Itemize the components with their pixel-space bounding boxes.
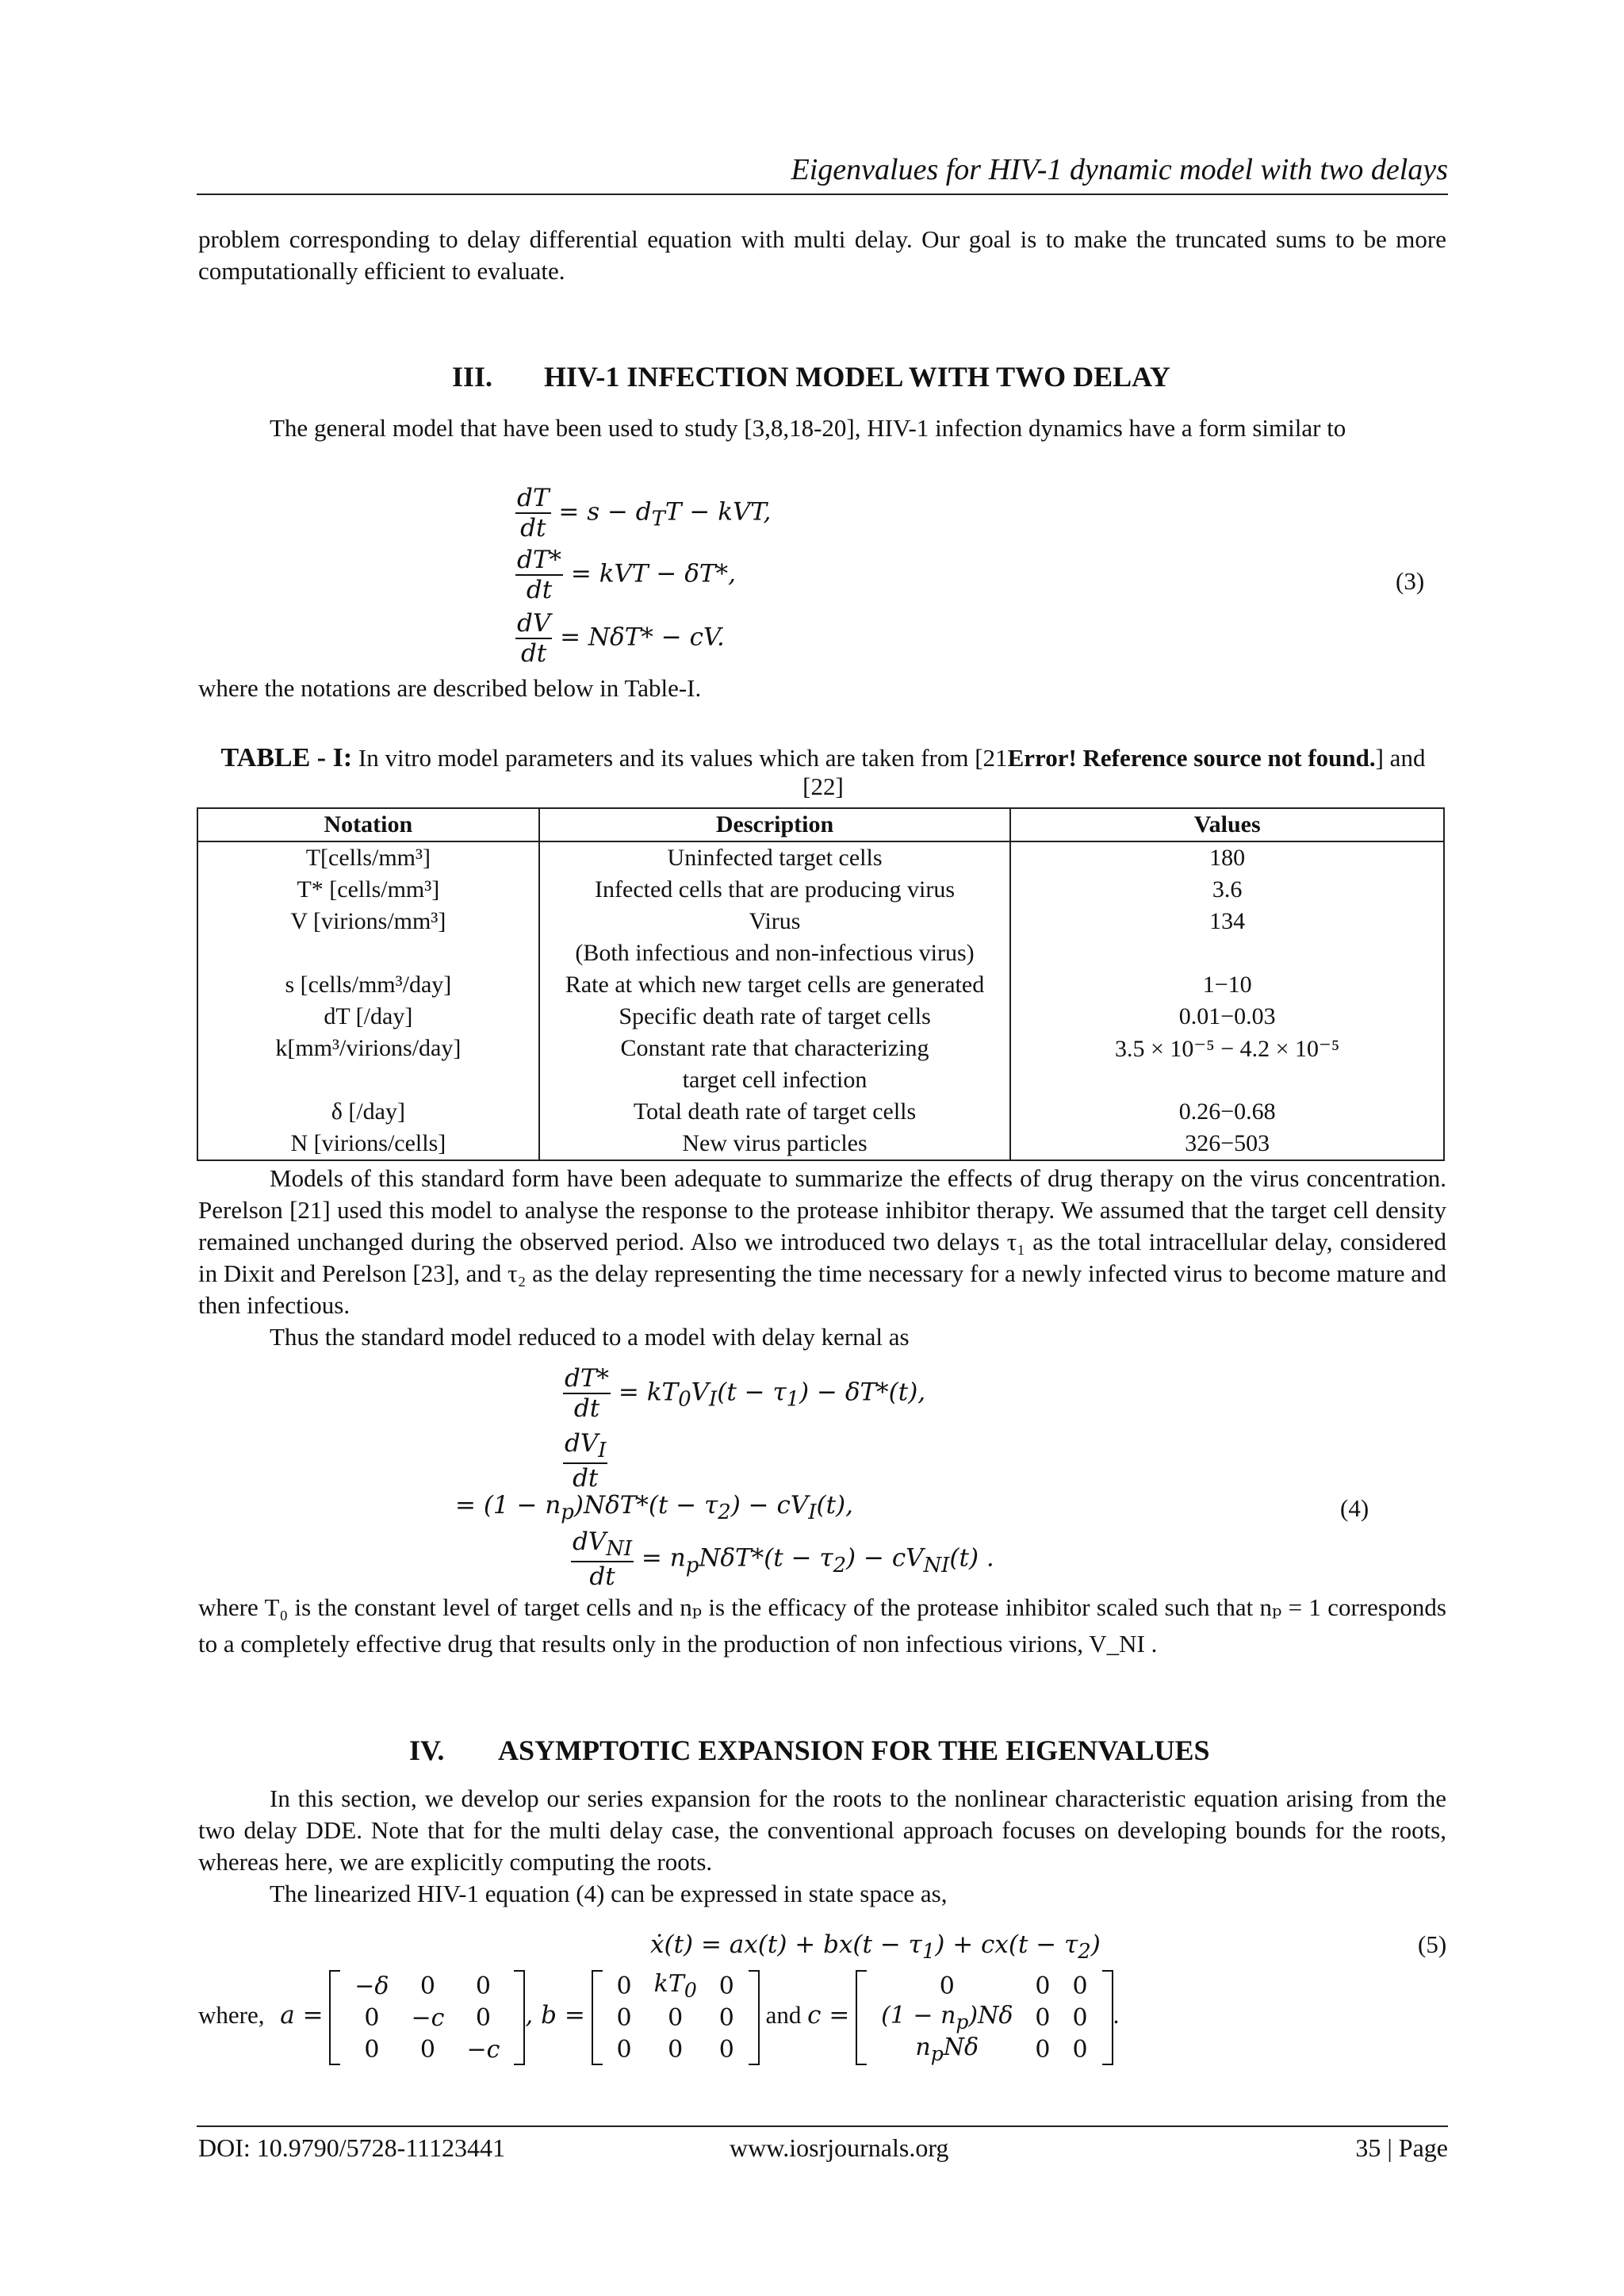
section4-number: IV. [409, 1734, 445, 1766]
eq5-line: ẋ(t) = $ax(t) + bx(t - \tau_1) + cx(t - \tau_2)$ [650, 1930, 1101, 1964]
table1-caption-tail: ] and [22] [802, 744, 1426, 800]
cell-notation: N [virions/cells] [197, 1128, 539, 1160]
eq4-number: (4) [1340, 1494, 1369, 1522]
eq4-line3: = $(1 - n_p)N\delta T*(t - \tau_2) - cV_I(t)$, [455, 1491, 853, 1525]
matrix-a: −δ 0 0 0 −c 0 0 0 −c [329, 1970, 525, 2065]
after-table-para3: where T₀ is the constant level of target cells and nₚ is the efficacy of the protease inhibitor scaled such that nₚ = 1 corresponds to a completely effective drug that results only in the production of non infectious virions, V_NI . [198, 1593, 1446, 1658]
table-row [197, 874, 1444, 906]
table-row [197, 906, 1444, 937]
cell-value: 3.6 [1010, 874, 1444, 906]
cell-description: (Both infectious and non-infectious virus) [539, 937, 1011, 969]
cell-description: Virus [539, 906, 1011, 937]
table1-caption-text: In vitro model parameters and its values which are taken from [21 [352, 744, 1008, 772]
cell-value: 0.26−0.68 [1010, 1096, 1444, 1128]
section3-title: HIV-1 INFECTION MODEL WITH TWO DELAY [544, 361, 1170, 393]
matrix-c: 0 0 0 $(1 - n_p)N\delta$ 0 0 $n_pN\delta$ 0 0 [856, 1970, 1113, 2065]
section4-para2: The linearized HIV-1 equation (4) can be expressed in state space as, [270, 1880, 948, 1907]
table-row [197, 1064, 1444, 1096]
and-label: and [765, 2001, 802, 2030]
after-table-para1: Models of this standard form have been adequate to summarize the effects of drug therapy on the virus concentration. Perelson [21] used this model to analyse the response to the protease inhibitor therapy. We assumed that the target cell density remained unchanged during the observed period. Also we introduced two delays τ₁ as the total intracellular delay, considered in Dixit and Perelson [23], and τ₂ as the delay representing the time necessary for a newly infected virus to become mature and then infectious. [198, 1164, 1446, 1319]
cell-value [1010, 937, 1444, 969]
eq3-line1: $\frac{dT}{dt}$ = $s - d_TT$ − kVT, [517, 484, 772, 542]
table-row [197, 1096, 1444, 1128]
eq3-line3: $\frac{dV}{dt}$ = NδT* − cV. [517, 609, 725, 668]
table1-caption-error: Error! Reference source not found. [1007, 744, 1376, 772]
table-header-row [197, 808, 1444, 841]
cell-description: Specific death rate of target cells [539, 1001, 1011, 1033]
cell-value: 1−10 [1010, 969, 1444, 1001]
section4-title: ASYMPTOTIC EXPANSION FOR THE EIGENVALUES [498, 1734, 1210, 1766]
matrix-b: 0 $kT_0$ 0 0 0 0 0 0 0 [592, 1970, 760, 2065]
table-row [197, 841, 1444, 874]
table-row [197, 1001, 1444, 1033]
section4-para1: In this section, we develop our series expansion for the roots to the nonlinear characteristic equation arising from the two delay DDE. Note that for the multi delay case, the conventional approach focuses on developing bounds for the roots, whereas here, we are explicitly computing the roots. [198, 1784, 1446, 1876]
matrix-a-label: a = [280, 2001, 324, 2030]
cell-value: 3.5 × 10⁻⁵ − 4.2 × 10⁻⁵ [1010, 1033, 1444, 1064]
eq4-line4: $\frac{dV_{NI}}{dt}$ = $n_pN\delta T*(t - \tau_2) - cV_{NI}(t)$ . [573, 1527, 994, 1592]
table-row [197, 969, 1444, 1001]
cell-notation: s [cells/mm³/day] [197, 969, 539, 1001]
section3-paragraph [198, 412, 1446, 444]
footer-doi: DOI: 10.9790/5728-11123441 [198, 2133, 505, 2162]
header-values: Values [1010, 808, 1444, 841]
matrix-definitions: where, a = −δ 0 0 0 −c 0 0 0 −c , b = 0 $kT_0$ 0 0 0 0 0 0 0 and c = 0 0 0 $(1 - n_p)N\delta$ 0 0 $n_pN\delta$ 0 0 . [198, 1970, 1120, 2065]
section4-paragraphs [198, 1783, 1446, 1910]
table-row [197, 937, 1444, 969]
header-rule [197, 194, 1448, 195]
running-title: Eigenvalues for HIV-1 dynamic model with two delays [791, 153, 1448, 186]
cell-value: 0.01−0.03 [1010, 1001, 1444, 1033]
eq3-line2: $\frac{dT*}{dt}$ = kVT − δT*, [517, 546, 736, 604]
table1-caption-label: TABLE - I: [220, 743, 353, 772]
section3-para1: The general model that have been used to study [3,8,18-20], HIV-1 infection dynamics have a form similar to [270, 414, 1346, 442]
eq4-line2: $\frac{dV_I}{dt}$ [565, 1429, 607, 1493]
header-notation: Notation [197, 808, 539, 841]
table-row [197, 1128, 1444, 1160]
after-table-paragraphs [198, 1163, 1446, 1353]
after-eq4-paragraph [198, 1589, 1446, 1662]
cell-description: Rate at which new target cells are generated [539, 969, 1011, 1001]
footer-site: www.iosrjournals.org [730, 2133, 949, 2162]
cell-notation: T* [cells/mm³] [197, 874, 539, 906]
table-row [197, 1033, 1444, 1064]
section3-number: III. [452, 361, 493, 393]
cell-notation: V [virions/mm³] [197, 906, 539, 937]
where-label: where, [198, 2001, 265, 2030]
cell-description: target cell infection [539, 1064, 1011, 1096]
cell-value: 134 [1010, 906, 1444, 937]
table1-caption [198, 744, 1448, 801]
cell-description: Infected cells that are producing virus [539, 874, 1011, 906]
intro-text: problem corresponding to delay differential equation with multi delay. Our goal is to make the truncated sums to be more computationally efficient to evaluate. [198, 225, 1446, 285]
cell-description: Total death rate of target cells [539, 1096, 1011, 1128]
parameter-table [197, 807, 1445, 1161]
cell-notation [197, 1064, 539, 1096]
cell-notation [197, 937, 539, 969]
eq4-line1: $\frac{dT*}{dt}$ = $kT_0V_I(t - \tau_1) - \delta T*(t)$, [565, 1364, 926, 1423]
cell-notation: dT [/day] [197, 1001, 539, 1033]
intro-paragraph [198, 224, 1446, 287]
cell-value [1010, 1064, 1444, 1096]
header-description: Description [539, 808, 1011, 841]
cell-description: Constant rate that characterizing [539, 1033, 1011, 1064]
cell-notation: δ [/day] [197, 1096, 539, 1128]
footer-rule [197, 2125, 1448, 2127]
cell-description: New virus particles [539, 1128, 1011, 1160]
footer-page: 35 | Page [1355, 2133, 1448, 2162]
eq5-number: (5) [1418, 1930, 1447, 1958]
cell-value: 180 [1010, 841, 1444, 874]
after-table-para2: Thus the standard model reduced to a model with delay kernal as [270, 1323, 910, 1351]
cell-notation: k[mm³/virions/day] [197, 1033, 539, 1064]
cell-description: Uninfected target cells [539, 841, 1011, 874]
after-eq3-text: where the notations are described below in Table-I. [198, 674, 702, 702]
cell-value: 326−503 [1010, 1128, 1444, 1160]
cell-notation: T[cells/mm³] [197, 841, 539, 874]
eq3-number: (3) [1396, 567, 1425, 595]
